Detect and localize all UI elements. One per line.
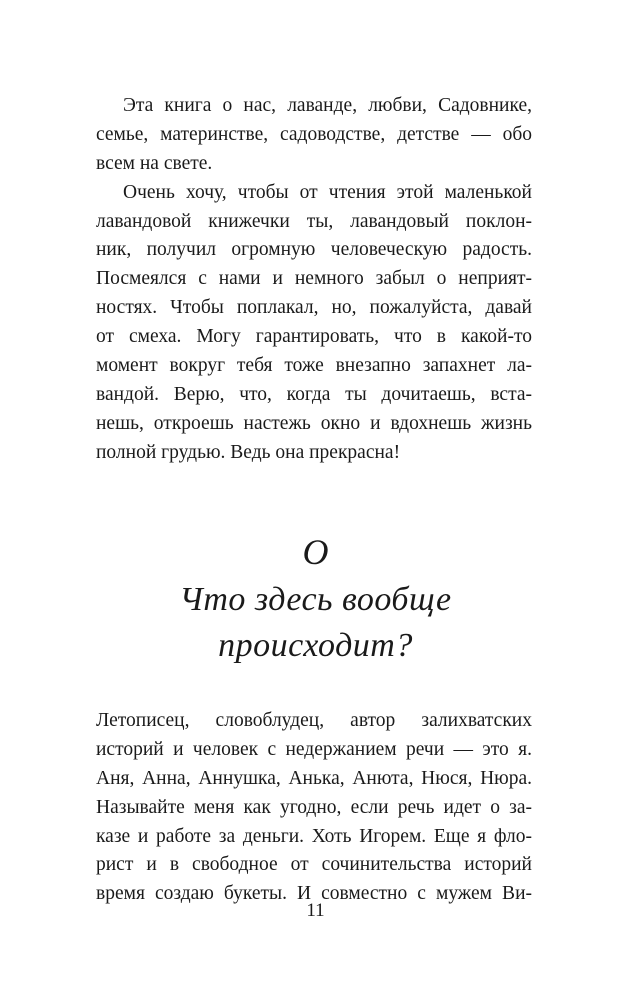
text-line: нешь, откроешь настежь окно и вдохнешь жизнь — [96, 412, 532, 434]
text-line: Аня, Анна, Аннушка, Анька, Анюта, Нюся, Нюра. — [96, 767, 532, 789]
text-line: казе и работе за деньги. Хоть Игорем. Еще я фло- — [96, 825, 532, 847]
text-line: время создаю букеты. И совместно с мужем Ви- — [96, 883, 532, 905]
text-line: ностях. Чтобы поплакал, но, пожалуйста, давай — [96, 297, 532, 319]
text-line: Называйте меня как угодно, если речь идет о за- — [96, 796, 532, 818]
text-line: семье, материнстве, садоводстве, детстве — обо — [96, 123, 532, 145]
chapter-title-line: происходит? — [218, 627, 413, 664]
text-line: от смеха. Могу гарантировать, что в какой-то — [96, 326, 532, 348]
text-line: полной грудью. Ведь она прекрасна! — [96, 441, 401, 463]
chapter-title — [0, 577, 631, 669]
chapter-body-text — [96, 707, 532, 909]
chapter-number: О — [302, 532, 329, 572]
intro-text — [96, 92, 532, 468]
text-line: Эта книга о нас, лаванде, любви, Садовнике, — [123, 95, 532, 116]
text-line: лавандовой книжечки ты, лавандовый поклон- — [96, 210, 532, 232]
text-line: историй и человек с недержанием речи — это я. — [96, 738, 532, 760]
chapter-title-line: Что здесь вообще — [179, 581, 452, 618]
text-line: Очень хочу, чтобы от чтения этой маленькой — [123, 181, 532, 203]
text-line: всем на свете. — [96, 152, 213, 174]
text-line: ник, получил огромную человеческую радость. — [96, 239, 532, 261]
text-line: рист и в свободное от сочинительства историй — [96, 854, 532, 876]
text-line: Летописец, словоблудец, автор залихватских — [96, 710, 532, 731]
text-line: вандой. Верю, что, когда ты дочитаешь, вста- — [96, 383, 532, 405]
page-number: 11 — [306, 900, 325, 921]
text-line: Посмеялся с нами и немного забыл о неприят- — [96, 268, 532, 290]
text-line: момент вокруг тебя тоже внезапно запахнет ла- — [96, 355, 532, 377]
